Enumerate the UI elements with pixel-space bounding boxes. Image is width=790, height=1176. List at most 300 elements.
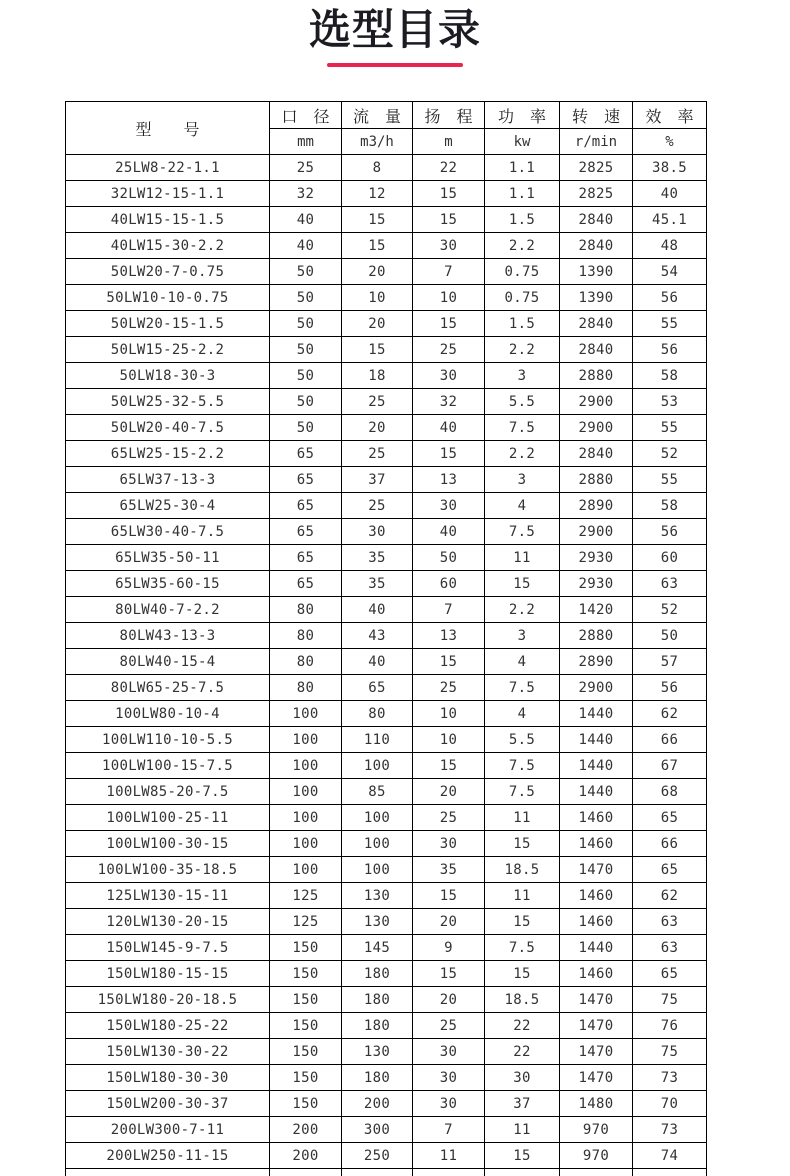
head-cell: 22: [413, 155, 485, 181]
model-cell: 100LW100-30-15: [66, 831, 270, 857]
empty-cell: [270, 1169, 342, 1176]
power-cell: 3: [485, 467, 560, 493]
table-row: [66, 337, 707, 363]
table-row: [66, 701, 707, 727]
model-cell: 65LW35-50-11: [66, 545, 270, 571]
speed-cell: 1440: [560, 701, 633, 727]
model-cell: 50LW20-7-0.75: [66, 259, 270, 285]
flow-cell: 37: [342, 467, 413, 493]
efficiency-cell: 76: [633, 1013, 707, 1039]
column-header-efficiency: 效 率: [633, 102, 707, 129]
efficiency-cell: 75: [633, 987, 707, 1013]
head-cell: 15: [413, 441, 485, 467]
speed-cell: 1460: [560, 883, 633, 909]
model-cell: 80LW40-15-4: [66, 649, 270, 675]
speed-cell: 1470: [560, 987, 633, 1013]
speed-cell: 1470: [560, 1065, 633, 1091]
flow-cell: 20: [342, 415, 413, 441]
efficiency-cell: 67: [633, 753, 707, 779]
flow-cell: 12: [342, 181, 413, 207]
column-header-power: 功 率: [485, 102, 560, 129]
power-cell: 11: [485, 545, 560, 571]
power-cell: 15: [485, 1143, 560, 1169]
table-row: [66, 233, 707, 259]
diameter-cell: 50: [270, 389, 342, 415]
speed-cell: 1470: [560, 1013, 633, 1039]
model-cell: 125LW130-15-11: [66, 883, 270, 909]
model-cell: 50LW25-32-5.5: [66, 389, 270, 415]
power-cell: 7.5: [485, 935, 560, 961]
title-underline-decoration: [327, 63, 463, 67]
model-cell: 65LW25-15-2.2: [66, 441, 270, 467]
head-cell: 11: [413, 1143, 485, 1169]
table-row: [66, 493, 707, 519]
model-cell: 65LW30-40-7.5: [66, 519, 270, 545]
speed-cell: 2930: [560, 571, 633, 597]
empty-cell: [66, 1169, 270, 1176]
table-row: [66, 1013, 707, 1039]
table-row: [66, 675, 707, 701]
table-row: [66, 545, 707, 571]
table-row: [66, 311, 707, 337]
diameter-cell: 150: [270, 987, 342, 1013]
efficiency-cell: 57: [633, 649, 707, 675]
speed-cell: 1440: [560, 753, 633, 779]
model-cell: 50LW20-40-7.5: [66, 415, 270, 441]
speed-cell: 2880: [560, 623, 633, 649]
table-row: [66, 753, 707, 779]
model-cell: 100LW80-10-4: [66, 701, 270, 727]
diameter-cell: 50: [270, 415, 342, 441]
efficiency-cell: 62: [633, 883, 707, 909]
speed-cell: 2880: [560, 363, 633, 389]
unit-flow: m3/h: [342, 129, 413, 155]
power-cell: 0.75: [485, 259, 560, 285]
power-cell: 15: [485, 571, 560, 597]
column-header-flow: 流 量: [342, 102, 413, 129]
speed-cell: 2825: [560, 181, 633, 207]
flow-cell: 25: [342, 493, 413, 519]
power-cell: 0.75: [485, 285, 560, 311]
efficiency-cell: 63: [633, 571, 707, 597]
flow-cell: 130: [342, 883, 413, 909]
efficiency-cell: 65: [633, 805, 707, 831]
flow-cell: 15: [342, 207, 413, 233]
speed-cell: 2900: [560, 389, 633, 415]
diameter-cell: 80: [270, 649, 342, 675]
table-row: [66, 1143, 707, 1169]
flow-cell: 80: [342, 701, 413, 727]
efficiency-cell: 38.5: [633, 155, 707, 181]
model-cell: 150LW180-15-15: [66, 961, 270, 987]
speed-cell: 2840: [560, 311, 633, 337]
efficiency-cell: 62: [633, 701, 707, 727]
power-cell: 4: [485, 701, 560, 727]
flow-cell: 25: [342, 441, 413, 467]
unit-efficiency: %: [633, 129, 707, 155]
diameter-cell: 150: [270, 1091, 342, 1117]
flow-cell: 43: [342, 623, 413, 649]
power-cell: 1.5: [485, 207, 560, 233]
head-cell: 30: [413, 363, 485, 389]
table-row: [66, 961, 707, 987]
speed-cell: 1460: [560, 805, 633, 831]
head-cell: 50: [413, 545, 485, 571]
power-cell: 4: [485, 649, 560, 675]
head-cell: 9: [413, 935, 485, 961]
power-cell: 15: [485, 831, 560, 857]
speed-cell: 1440: [560, 935, 633, 961]
speed-cell: 1420: [560, 597, 633, 623]
power-cell: 30: [485, 1065, 560, 1091]
power-cell: 1.5: [485, 311, 560, 337]
speed-cell: 1440: [560, 779, 633, 805]
flow-cell: 18: [342, 363, 413, 389]
flow-cell: 100: [342, 805, 413, 831]
head-cell: 30: [413, 1065, 485, 1091]
table-row: [66, 467, 707, 493]
speed-cell: 1460: [560, 909, 633, 935]
table-row-clipped: [66, 1169, 707, 1176]
model-cell: 65LW25-30-4: [66, 493, 270, 519]
table-row: [66, 935, 707, 961]
efficiency-cell: 55: [633, 415, 707, 441]
efficiency-cell: 50: [633, 623, 707, 649]
power-cell: 2.2: [485, 597, 560, 623]
model-cell: 100LW100-15-7.5: [66, 753, 270, 779]
power-cell: 5.5: [485, 727, 560, 753]
power-cell: 7.5: [485, 415, 560, 441]
table-row: [66, 181, 707, 207]
flow-cell: 300: [342, 1117, 413, 1143]
flow-cell: 250: [342, 1143, 413, 1169]
diameter-cell: 150: [270, 935, 342, 961]
table-row: [66, 1117, 707, 1143]
head-cell: 15: [413, 753, 485, 779]
empty-cell: [342, 1169, 413, 1176]
table-row: [66, 1091, 707, 1117]
diameter-cell: 100: [270, 727, 342, 753]
power-cell: 2.2: [485, 441, 560, 467]
efficiency-cell: 54: [633, 259, 707, 285]
diameter-cell: 80: [270, 675, 342, 701]
diameter-cell: 100: [270, 753, 342, 779]
empty-cell: [633, 1169, 707, 1176]
efficiency-cell: 73: [633, 1117, 707, 1143]
efficiency-cell: 63: [633, 935, 707, 961]
table-row: [66, 571, 707, 597]
flow-cell: 65: [342, 675, 413, 701]
head-cell: 40: [413, 519, 485, 545]
efficiency-cell: 75: [633, 1039, 707, 1065]
head-cell: 20: [413, 987, 485, 1013]
head-cell: 7: [413, 1117, 485, 1143]
table-header: [66, 102, 707, 155]
flow-cell: 15: [342, 337, 413, 363]
head-cell: 25: [413, 1013, 485, 1039]
diameter-cell: 65: [270, 441, 342, 467]
head-cell: 35: [413, 857, 485, 883]
head-cell: 30: [413, 1091, 485, 1117]
table-row: [66, 779, 707, 805]
model-cell: 25LW8-22-1.1: [66, 155, 270, 181]
table-row: [66, 727, 707, 753]
flow-cell: 180: [342, 1013, 413, 1039]
diameter-cell: 65: [270, 493, 342, 519]
speed-cell: 1480: [560, 1091, 633, 1117]
model-cell: 40LW15-30-2.2: [66, 233, 270, 259]
efficiency-cell: 53: [633, 389, 707, 415]
efficiency-cell: 63: [633, 909, 707, 935]
diameter-cell: 50: [270, 337, 342, 363]
efficiency-cell: 45.1: [633, 207, 707, 233]
power-cell: 5.5: [485, 389, 560, 415]
speed-cell: 1460: [560, 831, 633, 857]
head-cell: 7: [413, 259, 485, 285]
table-row: [66, 389, 707, 415]
head-cell: 60: [413, 571, 485, 597]
flow-cell: 20: [342, 259, 413, 285]
diameter-cell: 50: [270, 311, 342, 337]
table-row: [66, 857, 707, 883]
model-cell: 150LW180-30-30: [66, 1065, 270, 1091]
diameter-cell: 100: [270, 831, 342, 857]
model-cell: 50LW20-15-1.5: [66, 311, 270, 337]
table-row: [66, 831, 707, 857]
efficiency-cell: 48: [633, 233, 707, 259]
diameter-cell: 200: [270, 1143, 342, 1169]
column-header-model: 型 号: [66, 102, 270, 155]
model-cell: 100LW110-10-5.5: [66, 727, 270, 753]
efficiency-cell: 55: [633, 467, 707, 493]
flow-cell: 40: [342, 649, 413, 675]
diameter-cell: 100: [270, 857, 342, 883]
diameter-cell: 65: [270, 545, 342, 571]
flow-cell: 145: [342, 935, 413, 961]
column-header-speed: 转 速: [560, 102, 633, 129]
efficiency-cell: 65: [633, 857, 707, 883]
unit-power: kw: [485, 129, 560, 155]
speed-cell: 2930: [560, 545, 633, 571]
unit-head: m: [413, 129, 485, 155]
efficiency-cell: 65: [633, 961, 707, 987]
efficiency-cell: 60: [633, 545, 707, 571]
speed-cell: 2825: [560, 155, 633, 181]
efficiency-cell: 56: [633, 675, 707, 701]
diameter-cell: 40: [270, 233, 342, 259]
flow-cell: 10: [342, 285, 413, 311]
head-cell: 30: [413, 831, 485, 857]
power-cell: 37: [485, 1091, 560, 1117]
diameter-cell: 65: [270, 571, 342, 597]
power-cell: 11: [485, 883, 560, 909]
power-cell: 1.1: [485, 155, 560, 181]
empty-cell: [413, 1169, 485, 1176]
speed-cell: 2840: [560, 207, 633, 233]
diameter-cell: 125: [270, 883, 342, 909]
diameter-cell: 150: [270, 1065, 342, 1091]
speed-cell: 2880: [560, 467, 633, 493]
table-row: [66, 805, 707, 831]
model-cell: 200LW250-11-15: [66, 1143, 270, 1169]
speed-cell: 1390: [560, 259, 633, 285]
flow-cell: 180: [342, 987, 413, 1013]
flow-cell: 200: [342, 1091, 413, 1117]
head-cell: 25: [413, 805, 485, 831]
unit-diameter: mm: [270, 129, 342, 155]
head-cell: 30: [413, 233, 485, 259]
diameter-cell: 150: [270, 961, 342, 987]
speed-cell: 1390: [560, 285, 633, 311]
power-cell: 18.5: [485, 857, 560, 883]
flow-cell: 130: [342, 1039, 413, 1065]
flow-cell: 25: [342, 389, 413, 415]
flow-cell: 130: [342, 909, 413, 935]
model-cell: 150LW130-30-22: [66, 1039, 270, 1065]
speed-cell: 970: [560, 1143, 633, 1169]
efficiency-cell: 52: [633, 441, 707, 467]
flow-cell: 110: [342, 727, 413, 753]
head-cell: 10: [413, 701, 485, 727]
model-cell: 150LW145-9-7.5: [66, 935, 270, 961]
model-cell: 150LW200-30-37: [66, 1091, 270, 1117]
model-cell: 80LW40-7-2.2: [66, 597, 270, 623]
table-row: [66, 597, 707, 623]
efficiency-cell: 52: [633, 597, 707, 623]
head-cell: 10: [413, 727, 485, 753]
speed-cell: 2890: [560, 649, 633, 675]
pump-selection-table: [65, 101, 707, 1176]
power-cell: 3: [485, 623, 560, 649]
power-cell: 7.5: [485, 519, 560, 545]
diameter-cell: 25: [270, 155, 342, 181]
efficiency-cell: 74: [633, 1143, 707, 1169]
power-cell: 11: [485, 1117, 560, 1143]
speed-cell: 970: [560, 1117, 633, 1143]
table-row: [66, 207, 707, 233]
efficiency-cell: 56: [633, 337, 707, 363]
flow-cell: 20: [342, 311, 413, 337]
head-cell: 15: [413, 883, 485, 909]
model-cell: 150LW180-25-22: [66, 1013, 270, 1039]
power-cell: 3: [485, 363, 560, 389]
model-cell: 80LW43-13-3: [66, 623, 270, 649]
column-header-diameter: 口 径: [270, 102, 342, 129]
model-cell: 40LW15-15-1.5: [66, 207, 270, 233]
diameter-cell: 150: [270, 1013, 342, 1039]
head-cell: 25: [413, 675, 485, 701]
power-cell: 7.5: [485, 753, 560, 779]
power-cell: 22: [485, 1039, 560, 1065]
power-cell: 15: [485, 909, 560, 935]
diameter-cell: 150: [270, 1039, 342, 1065]
diameter-cell: 125: [270, 909, 342, 935]
table-row: [66, 519, 707, 545]
diameter-cell: 200: [270, 1117, 342, 1143]
power-cell: 22: [485, 1013, 560, 1039]
model-cell: 100LW100-25-11: [66, 805, 270, 831]
table-row: [66, 909, 707, 935]
diameter-cell: 40: [270, 207, 342, 233]
diameter-cell: 100: [270, 779, 342, 805]
diameter-cell: 50: [270, 259, 342, 285]
page-title: 选型目录: [308, 6, 481, 53]
diameter-cell: 50: [270, 285, 342, 311]
speed-cell: 2840: [560, 441, 633, 467]
table-row: [66, 883, 707, 909]
head-cell: 15: [413, 181, 485, 207]
power-cell: 15: [485, 961, 560, 987]
diameter-cell: 80: [270, 623, 342, 649]
diameter-cell: 100: [270, 805, 342, 831]
head-cell: 32: [413, 389, 485, 415]
speed-cell: 1460: [560, 961, 633, 987]
flow-cell: 100: [342, 831, 413, 857]
power-cell: 7.5: [485, 779, 560, 805]
table-row: [66, 623, 707, 649]
table-row: [66, 987, 707, 1013]
efficiency-cell: 40: [633, 181, 707, 207]
speed-cell: 2900: [560, 675, 633, 701]
flow-cell: 35: [342, 545, 413, 571]
head-cell: 30: [413, 1039, 485, 1065]
head-cell: 7: [413, 597, 485, 623]
efficiency-cell: 73: [633, 1065, 707, 1091]
table-row: [66, 285, 707, 311]
flow-cell: 180: [342, 1065, 413, 1091]
flow-cell: 100: [342, 857, 413, 883]
speed-cell: 2840: [560, 337, 633, 363]
model-cell: 65LW37-13-3: [66, 467, 270, 493]
table-row: [66, 1065, 707, 1091]
head-cell: 10: [413, 285, 485, 311]
flow-cell: 8: [342, 155, 413, 181]
speed-cell: 1470: [560, 1039, 633, 1065]
empty-cell: [560, 1169, 633, 1176]
flow-cell: 15: [342, 233, 413, 259]
diameter-cell: 32: [270, 181, 342, 207]
table-row: [66, 155, 707, 181]
power-cell: 18.5: [485, 987, 560, 1013]
model-cell: 150LW180-20-18.5: [66, 987, 270, 1013]
efficiency-cell: 66: [633, 727, 707, 753]
unit-speed: r/min: [560, 129, 633, 155]
table-row: [66, 259, 707, 285]
model-cell: 100LW100-35-18.5: [66, 857, 270, 883]
power-cell: 7.5: [485, 675, 560, 701]
flow-cell: 30: [342, 519, 413, 545]
head-cell: 40: [413, 415, 485, 441]
column-header-head: 扬 程: [413, 102, 485, 129]
head-cell: 15: [413, 311, 485, 337]
model-cell: 50LW10-10-0.75: [66, 285, 270, 311]
head-cell: 15: [413, 649, 485, 675]
model-cell: 80LW65-25-7.5: [66, 675, 270, 701]
head-cell: 30: [413, 493, 485, 519]
head-cell: 13: [413, 467, 485, 493]
head-cell: 15: [413, 961, 485, 987]
speed-cell: 1470: [560, 857, 633, 883]
efficiency-cell: 66: [633, 831, 707, 857]
table-row: [66, 415, 707, 441]
empty-cell: [485, 1169, 560, 1176]
efficiency-cell: 55: [633, 311, 707, 337]
model-cell: 100LW85-20-7.5: [66, 779, 270, 805]
power-cell: 2.2: [485, 233, 560, 259]
table-body: [66, 155, 707, 1176]
diameter-cell: 50: [270, 363, 342, 389]
power-cell: 2.2: [485, 337, 560, 363]
